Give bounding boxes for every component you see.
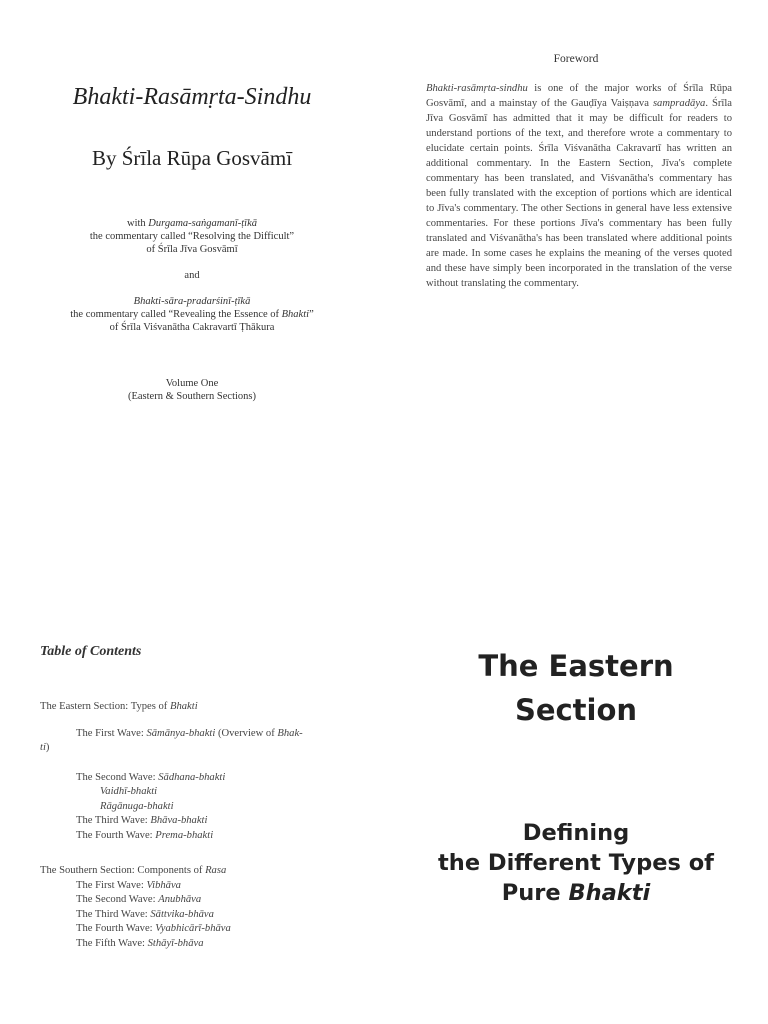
toc-fourth-wave-italic: Prema-bhakti — [155, 829, 214, 841]
section-title-page — [384, 512, 768, 1024]
toc-vaidhi-italic: Vaidhī-bhakti — [100, 786, 158, 797]
toc-third-wave-label: The Third Wave: — [76, 815, 151, 826]
commentary1-prefix: with — [127, 218, 149, 229]
foreword-part2: . Śrīla Jīva Gosvāmī has admitted that it may be difficult for readers to understand portions of the text, and therefore wrote a commentary to elucidate certain points. Śrīla Viśvanātha Cakravartī has written an additional commentary. In the Eastern Section, Jīva's complete commentary has been translated, and Viśvanātha's commentary has been fully translated with the exception of portions which are identical to Jīva's commentary. The other Sections in general have less extensive commentaries. For these portions Jīva's commentary has been fully translated and Viśvanātha's has been translated where additional points are made. In some cases he explains the meaning of the verses quoted and these have simply been incorporated in the translation of the verse without translating the commentary. — [426, 98, 732, 289]
toc-first-wave[interactable] — [40, 727, 346, 742]
toc-raganuga[interactable] — [40, 800, 346, 815]
commentary2-suffix: ” — [309, 309, 314, 320]
toc-fourth-wave[interactable] — [40, 829, 346, 844]
toc-s-second-italic: Anubhāva — [158, 894, 202, 905]
toc-eastern-label: The Eastern Section: Types of — [40, 701, 170, 712]
section-title-line2: Section — [514, 693, 638, 727]
toc-s-fifth-italic: Sthāyī-bhāva — [147, 937, 204, 949]
commentary1-title: Durgama-saṅgamanī-ṭīkā — [148, 218, 257, 229]
toc-title: Table of Contents — [40, 644, 142, 659]
section-subtitle-prefix: Pure — [501, 880, 569, 906]
volume-info — [0, 377, 384, 403]
toc-s-fifth-wave[interactable] — [40, 937, 346, 952]
book-title: Bhakti-Rasāmṛta-Sindhu — [72, 84, 312, 110]
section-subtitle-line1: Defining — [522, 820, 630, 846]
toc-first-wave-label: The First Wave: — [76, 727, 147, 739]
toc-second-wave-label: The Second Wave: — [76, 771, 159, 783]
foreword-body — [426, 81, 732, 291]
commentary2-italic: Bhakti — [281, 309, 310, 320]
commentary1-line2: the commentary called “Resolving the Difficult” — [89, 231, 295, 242]
toc-third-wave[interactable] — [40, 814, 346, 829]
toc-s-third-wave[interactable] — [40, 908, 346, 923]
commentary2-title: Bhakti-sāra-pradarśinī-ṭīkā — [133, 296, 251, 307]
toc-first-wave-suffix2: ) — [45, 742, 50, 753]
toc-first-wave-italic2b: ti — [40, 742, 46, 753]
toc-page — [0, 512, 384, 1024]
toc-s-third-italic: Sāttvika-bhāva — [150, 908, 214, 920]
toc-southern-label: The Southern Section: Components of — [40, 865, 206, 876]
foreword-page — [384, 0, 768, 512]
section-title-line1: The Eastern — [478, 649, 674, 683]
foreword-title: Foreword — [553, 53, 599, 65]
section-subtitle-line2: the Different Types of — [438, 850, 714, 876]
commentary2-line3: of Śrīla Viśvanātha Cakravartī Ṭhākura — [109, 322, 275, 333]
toc-s-fourth-italic: Vyabhicārī-bhāva — [155, 923, 231, 934]
commentary2-prefix: the commentary called “Revealing the Essence of — [70, 309, 282, 320]
toc-s-fourth-wave[interactable] — [40, 922, 346, 937]
toc-southern-section[interactable] — [40, 864, 346, 879]
toc-first-wave-cont — [40, 741, 346, 756]
toc-list — [40, 700, 346, 951]
volume-label: Volume One — [165, 378, 219, 389]
section-subtitle — [384, 818, 768, 908]
toc-first-wave-suffix: (Overview of — [215, 727, 278, 739]
commentary1-line1 — [40, 217, 344, 230]
toc-first-wave-italic2a: Bhak- — [277, 727, 303, 739]
toc-s-first-wave[interactable] — [40, 879, 346, 894]
toc-s-first-italic: Vibhāva — [146, 879, 181, 891]
commentary-credits — [40, 217, 344, 334]
toc-fourth-wave-label: The Fourth Wave: — [76, 829, 156, 841]
toc-s-first-label: The First Wave: — [76, 879, 147, 891]
section-subtitle-italic: Bhakti — [568, 880, 651, 906]
book-author: By Śrīla Rūpa Gosvāmī — [91, 146, 293, 170]
commentary2-line2 — [40, 308, 344, 321]
toc-vaidhi[interactable] — [40, 785, 346, 800]
toc-southern-italic: Rasa — [205, 865, 227, 876]
toc-s-second-wave[interactable] — [40, 893, 346, 908]
toc-s-fifth-label: The Fifth Wave: — [76, 937, 148, 949]
commentary2-line1 — [40, 295, 344, 308]
toc-second-wave-italic: Sādhana-bhakti — [158, 771, 226, 783]
foreword-italic-start: Bhakti-rasāmṛta-sindhu — [426, 83, 528, 94]
section-title — [384, 644, 768, 732]
volume-sections: (Eastern & Southern Sections) — [127, 391, 256, 402]
toc-eastern-section[interactable] — [40, 700, 346, 715]
toc-s-fourth-label: The Fourth Wave: — [76, 923, 156, 934]
and-text: and — [184, 270, 200, 281]
toc-second-wave[interactable] — [40, 771, 346, 786]
toc-s-second-label: The Second Wave: — [76, 894, 159, 905]
toc-raganuga-italic: Rāgānuga-bhakti — [100, 800, 174, 812]
toc-first-wave-italic: Sāmānya-bhakti — [146, 727, 216, 739]
title-page — [0, 0, 384, 512]
foreword-italic-mid: sampradāya — [652, 98, 706, 109]
toc-third-wave-italic: Bhāva-bhakti — [150, 815, 208, 826]
foreword-part1: is one of the major works of Śrīla Rūpa Gosvāmī, and a mainstay of the Gauḍīya Vaiṣṇava — [426, 83, 732, 109]
toc-eastern-italic: Bhakti — [169, 701, 198, 712]
commentary1-line3: of Śrīla Jīva Gosvāmī — [146, 244, 238, 255]
toc-s-third-label: The Third Wave: — [76, 908, 151, 920]
